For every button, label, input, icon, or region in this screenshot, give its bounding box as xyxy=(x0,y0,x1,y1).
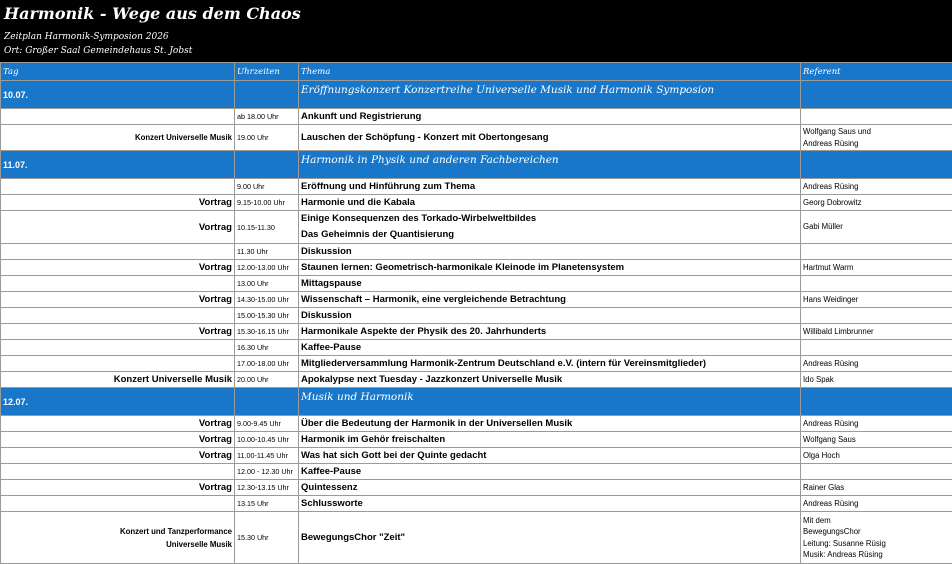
type-line: Universelle Musik xyxy=(3,538,232,551)
event-topic: Über die Bedeutung der Harmonik in der Universellen Musik xyxy=(299,416,801,432)
table-row xyxy=(1,211,952,244)
event-topic: Wissenschaft – Harmonik, eine vergleichende Betrachtung xyxy=(299,292,801,308)
speaker-line: Andreas Rüsing xyxy=(803,138,950,150)
event-speaker: Hans Weidinger xyxy=(801,292,952,308)
event-topic: Eröffnung und Hinführung zum Thema xyxy=(299,179,801,195)
event-type: Vortrag xyxy=(1,195,235,211)
event-time: 9.00-9.45 Uhr xyxy=(235,416,299,432)
event-speaker xyxy=(801,276,952,292)
event-speaker: Rainer Glas xyxy=(801,480,952,496)
event-time: 11.00-11.45 Uhr xyxy=(235,448,299,464)
table-row xyxy=(1,432,952,448)
type-line: Konzert und Tanzperformance xyxy=(3,525,232,538)
event-time: 14.30-15.00 Uhr xyxy=(235,292,299,308)
event-type xyxy=(1,496,235,512)
day-row xyxy=(1,151,952,179)
event-speaker xyxy=(801,512,952,564)
event-time: 19.00 Uhr xyxy=(235,125,299,151)
event-type: Vortrag xyxy=(1,432,235,448)
event-type xyxy=(1,244,235,260)
event-type: Vortrag xyxy=(1,480,235,496)
column-header-tag: Tag xyxy=(1,63,235,81)
event-speaker xyxy=(801,340,952,356)
event-topic: Ankunft und Registrierung xyxy=(299,109,801,125)
event-time: 10.15-11.30 xyxy=(235,211,299,244)
table-row xyxy=(1,464,952,480)
event-time: 15.00-15.30 Uhr xyxy=(235,308,299,324)
event-time: ab 18.00 Uhr xyxy=(235,109,299,125)
speaker-line: Leitung: Susanne Rüsig xyxy=(803,538,950,550)
event-time: 12.00-13.00 Uhr xyxy=(235,260,299,276)
day-title: Harmonik in Physik und anderen Fachbereichen xyxy=(299,151,801,179)
event-time: 15.30-16.15 Uhr xyxy=(235,324,299,340)
event-time: 12.30-13.15 Uhr xyxy=(235,480,299,496)
event-type xyxy=(1,512,235,564)
event-speaker xyxy=(801,308,952,324)
event-speaker: Andreas Rüsing xyxy=(801,179,952,195)
event-type: Konzert Universelle Musik xyxy=(1,372,235,388)
event-speaker xyxy=(801,464,952,480)
event-time: 9.15-10.00 Uhr xyxy=(235,195,299,211)
speaker-line: Musik: Andreas Rüsing xyxy=(803,549,950,561)
event-type: Vortrag xyxy=(1,324,235,340)
event-topic: Schlussworte xyxy=(299,496,801,512)
event-topic: Staunen lernen: Geometrisch-harmonikale Kleinode im Planetensystem xyxy=(299,260,801,276)
column-header-uhrzeiten: Uhrzeiten xyxy=(235,63,299,81)
event-type xyxy=(1,356,235,372)
day-row xyxy=(1,388,952,416)
table-row xyxy=(1,340,952,356)
event-speaker: Andreas Rüsing xyxy=(801,356,952,372)
page-title: Harmonik - Wege aus dem Chaos xyxy=(0,0,952,30)
event-topic: Diskussion xyxy=(299,308,801,324)
schedule-table xyxy=(0,62,952,564)
event-topic: Harmonie und die Kabala xyxy=(299,195,801,211)
event-topic: Apokalypse next Tuesday - Jazzkonzert Universelle Musik xyxy=(299,372,801,388)
event-speaker: Ido Spak xyxy=(801,372,952,388)
event-time: 13.15 Uhr xyxy=(235,496,299,512)
event-speaker: Willibald Limbrunner xyxy=(801,324,952,340)
event-speaker: Andreas Rüsing xyxy=(801,416,952,432)
topic-line: Das Geheimnis der Quantisierung xyxy=(301,227,798,243)
event-time: 17.00-18.00 Uhr xyxy=(235,356,299,372)
table-row xyxy=(1,372,952,388)
table-row xyxy=(1,195,952,211)
event-type xyxy=(1,340,235,356)
event-topic: Quintessenz xyxy=(299,480,801,496)
event-topic: Was hat sich Gott bei der Quinte gedacht xyxy=(299,448,801,464)
event-topic: Kaffee-Pause xyxy=(299,464,801,480)
event-time: 13.00 Uhr xyxy=(235,276,299,292)
event-topic: Harmonik im Gehör freischalten xyxy=(299,432,801,448)
table-row xyxy=(1,276,952,292)
event-time: 10.00-10.45 Uhr xyxy=(235,432,299,448)
event-topic: Harmonikale Aspekte der Physik des 20. Jahrhunderts xyxy=(299,324,801,340)
schedule-subtitle: Zeitplan Harmonik-Symposion 2026 xyxy=(0,30,952,44)
venue-subtitle: Ort: Großer Saal Gemeindehaus St. Jobst xyxy=(0,44,952,62)
day-title: Musik und Harmonik xyxy=(299,388,801,416)
table-row xyxy=(1,260,952,276)
event-speaker xyxy=(801,109,952,125)
event-topic: BewegungsChor "Zeit" xyxy=(299,512,801,564)
event-speaker: Andreas Rüsing xyxy=(801,496,952,512)
event-speaker: Hartmut Warm xyxy=(801,260,952,276)
table-row xyxy=(1,480,952,496)
event-speaker xyxy=(801,125,952,151)
event-time: 12.00 - 12.30 Uhr xyxy=(235,464,299,480)
event-topic: Lauschen der Schöpfung - Konzert mit Obertongesang xyxy=(299,125,801,151)
day-row xyxy=(1,81,952,109)
column-header-thema: Thema xyxy=(299,63,801,81)
day-label: 12.07. xyxy=(1,388,235,416)
event-type: Vortrag xyxy=(1,211,235,244)
table-row xyxy=(1,109,952,125)
event-type xyxy=(1,276,235,292)
event-topic xyxy=(299,211,801,244)
event-speaker: Olga Hoch xyxy=(801,448,952,464)
document-header xyxy=(0,0,952,62)
speaker-line: Wolfgang Saus und xyxy=(803,126,950,138)
event-speaker: Gabi Müller xyxy=(801,211,952,244)
event-type xyxy=(1,308,235,324)
event-time: 15.30 Uhr xyxy=(235,512,299,564)
event-speaker xyxy=(801,244,952,260)
event-type: Vortrag xyxy=(1,448,235,464)
event-time: 11.30 Uhr xyxy=(235,244,299,260)
speaker-line: BewegungsChor xyxy=(803,526,950,538)
table-row xyxy=(1,179,952,195)
table-row xyxy=(1,292,952,308)
table-row xyxy=(1,308,952,324)
table-row xyxy=(1,496,952,512)
event-topic: Mittagspause xyxy=(299,276,801,292)
topic-line: Einige Konsequenzen des Torkado-Wirbelweltbildes xyxy=(301,211,798,227)
event-topic: Kaffee-Pause xyxy=(299,340,801,356)
table-row xyxy=(1,512,952,564)
event-speaker: Georg Dobrowitz xyxy=(801,195,952,211)
day-label: 10.07. xyxy=(1,81,235,109)
event-type: Konzert Universelle Musik xyxy=(1,125,235,151)
table-row xyxy=(1,244,952,260)
event-time: 9.00 Uhr xyxy=(235,179,299,195)
day-title: Eröffnungskonzert Konzertreihe Universelle Musik und Harmonik Symposion xyxy=(299,81,801,109)
event-type xyxy=(1,109,235,125)
table-row xyxy=(1,324,952,340)
event-type: Vortrag xyxy=(1,260,235,276)
table-row xyxy=(1,125,952,151)
column-header-referent: Referent xyxy=(801,63,952,81)
speaker-line: Mit dem xyxy=(803,515,950,527)
event-speaker: Wolfgang Saus xyxy=(801,432,952,448)
event-time: 16.30 Uhr xyxy=(235,340,299,356)
event-type xyxy=(1,179,235,195)
day-label: 11.07. xyxy=(1,151,235,179)
table-row xyxy=(1,416,952,432)
table-row xyxy=(1,356,952,372)
event-type: Vortrag xyxy=(1,416,235,432)
event-topic: Diskussion xyxy=(299,244,801,260)
event-type xyxy=(1,464,235,480)
event-type: Vortrag xyxy=(1,292,235,308)
event-time: 20.00 Uhr xyxy=(235,372,299,388)
table-row xyxy=(1,448,952,464)
column-header-row xyxy=(1,63,952,81)
event-topic: Mitgliederversammlung Harmonik-Zentrum Deutschland e.V. (intern für Vereinsmitglieder) xyxy=(299,356,801,372)
